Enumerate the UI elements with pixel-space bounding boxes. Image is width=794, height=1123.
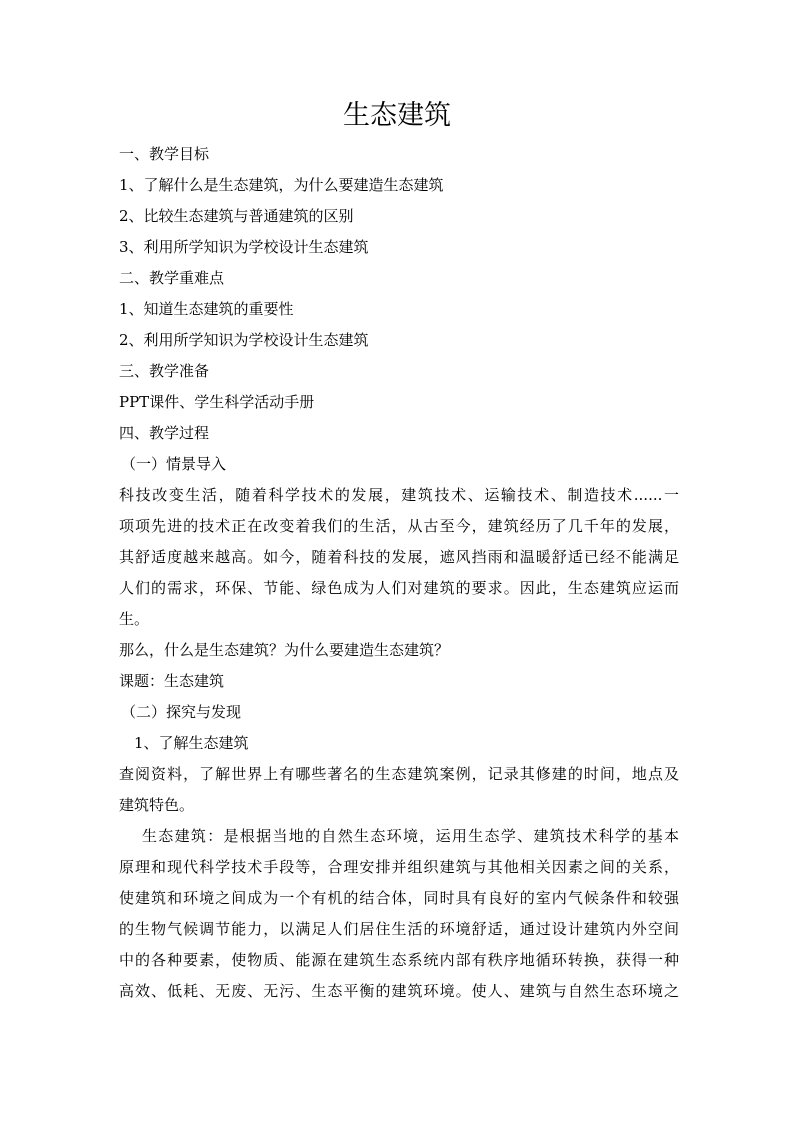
intro-paragraph-line: 人们的需求，环保、节能、绿色成为人们对建筑的要求。因此，生态建筑应运而 bbox=[119, 579, 679, 597]
goal-item-2: 2、比较生态建筑与普通建筑的区别 bbox=[119, 207, 354, 225]
preparation-item-1: PPT课件、学生科学活动手册 bbox=[119, 393, 315, 411]
question-line: 那么，什么是生态建筑？为什么要建造生态建筑？ bbox=[119, 641, 450, 659]
definition-paragraph-line: 生态建筑：是根据当地的自然生态环境，运用生态学、建筑技术科学的基本 bbox=[142, 827, 679, 845]
key-point-1: 1、知道生态建筑的重要性 bbox=[119, 300, 294, 318]
intro-paragraph-line: 项项先进的技术正在改变着我们的生活，从古至今，建筑经历了几千年的发展， bbox=[119, 517, 679, 535]
intro-paragraph-line: 生。 bbox=[119, 610, 150, 628]
explore-item-1: 1、了解生态建筑 bbox=[134, 734, 249, 752]
definition-paragraph-line: 高效、低耗、无废、无污、生态平衡的建筑环境。使人、建筑与自然生态环境之 bbox=[119, 982, 679, 1000]
document-body bbox=[119, 139, 679, 1007]
topic-line: 课题：生态建筑 bbox=[119, 672, 225, 690]
subheading-intro: （一）情景导入 bbox=[121, 455, 227, 473]
goal-item-1: 1、了解什么是生态建筑，为什么要建造生态建筑 bbox=[119, 176, 444, 194]
page-title: 生态建筑 bbox=[343, 100, 451, 131]
research-paragraph-line: 查阅资料，了解世界上有哪些著名的生态建筑案例，记录其修建的时间，地点及 bbox=[119, 765, 679, 783]
research-paragraph-line: 建筑特色。 bbox=[119, 796, 195, 814]
intro-paragraph-line: 其舒适度越来越高。如今，随着科技的发展，遮风挡雨和温暖舒适已经不能满足 bbox=[119, 548, 679, 566]
subheading-explore: （二）探究与发现 bbox=[121, 703, 242, 721]
definition-paragraph-line: 使建筑和环境之间成为一个有机的结合体，同时具有良好的室内气候条件和较强 bbox=[119, 889, 679, 907]
goal-item-3: 3、利用所学知识为学校设计生态建筑 bbox=[119, 238, 369, 256]
definition-paragraph-line: 中的各种要素，使物质、能源在建筑生态系统内部有秩序地循环转换，获得一种 bbox=[119, 951, 679, 969]
section-heading-goals: 一、教学目标 bbox=[119, 145, 210, 163]
intro-paragraph-line: 科技改变生活，随着科学技术的发展，建筑技术、运输技术、制造技术......一 bbox=[119, 486, 679, 504]
definition-paragraph-line: 原理和现代科学技术手段等，合理安排并组织建筑与其他相关因素之间的关系， bbox=[119, 858, 679, 876]
section-heading-preparation: 三、教学准备 bbox=[119, 362, 210, 380]
key-point-2: 2、利用所学知识为学校设计生态建筑 bbox=[119, 331, 369, 349]
section-heading-process: 四、教学过程 bbox=[119, 424, 210, 442]
definition-paragraph-line: 的生物气候调节能力，以满足人们居住生活的环境舒适，通过设计建筑内外空间 bbox=[119, 920, 679, 938]
section-heading-key-points: 二、教学重难点 bbox=[119, 269, 225, 287]
